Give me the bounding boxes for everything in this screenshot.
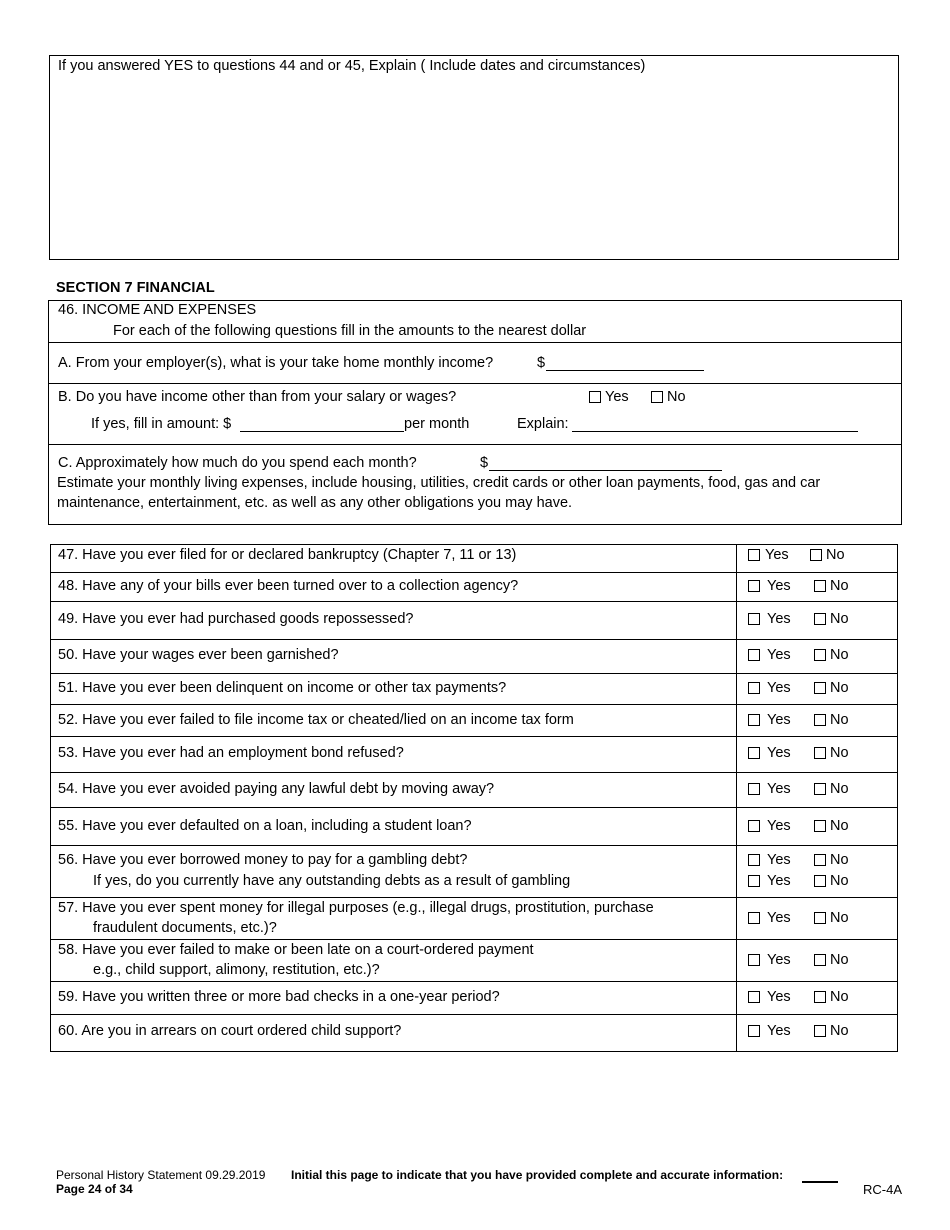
q46a-dollar: $	[537, 355, 546, 371]
q46c-description-line1: Estimate your monthly living expenses, include housing, utilities, credit cards or other loan payments, food, gas and car	[57, 475, 821, 491]
divider	[48, 444, 902, 445]
q57-no-checkbox[interactable]	[814, 912, 826, 924]
q58-no-checkbox[interactable]	[814, 954, 826, 966]
q56-yes-label: Yes	[767, 852, 791, 868]
q56-no-label: No	[830, 852, 849, 868]
q53-yes-checkbox[interactable]	[748, 747, 760, 759]
q57-yes-label: Yes	[767, 910, 791, 926]
q58-yes-checkbox[interactable]	[748, 954, 760, 966]
question-58-line2: e.g., child support, alimony, restitution, etc.)?	[93, 962, 380, 978]
q52-no-checkbox[interactable]	[814, 714, 826, 726]
q60-yes-checkbox[interactable]	[748, 1025, 760, 1037]
q55-yes-checkbox[interactable]	[748, 820, 760, 832]
row-divider	[50, 704, 898, 705]
question-49: 49. Have you ever had purchased goods repossessed?	[58, 611, 414, 627]
q54-yes-label: Yes	[767, 781, 791, 797]
q49-yes-label: Yes	[767, 611, 791, 627]
question-48: 48. Have any of your bills ever been turned over to a collection agency?	[58, 578, 519, 594]
q46b-yes-label: Yes	[605, 389, 629, 405]
q51-yes-checkbox[interactable]	[748, 682, 760, 694]
q60-no-label: No	[830, 1023, 849, 1039]
q50-yes-checkbox[interactable]	[748, 649, 760, 661]
question-54: 54. Have you ever avoided paying any lawful debt by moving away?	[58, 781, 495, 797]
footer-initial-prompt: Initial this page to indicate that you have provided complete and accurate information:	[291, 1168, 784, 1182]
q46b-per-month: per month	[404, 416, 470, 432]
q56-followup-no-label: No	[830, 873, 849, 889]
q46a-amount-field[interactable]	[546, 370, 704, 371]
q46b-yes-checkbox[interactable]	[589, 391, 601, 403]
row-divider	[50, 639, 898, 640]
row-divider	[50, 845, 898, 846]
q53-yes-label: Yes	[767, 745, 791, 761]
q46b-no-checkbox[interactable]	[651, 391, 663, 403]
q60-yes-label: Yes	[767, 1023, 791, 1039]
q46b-question: B. Do you have income other than from your salary or wages?	[58, 389, 457, 405]
column-divider	[736, 544, 737, 1052]
row-divider	[50, 939, 898, 940]
footer-page-number: Page 24 of 34	[56, 1182, 133, 1196]
q46c-dollar: $	[480, 455, 489, 471]
q59-no-checkbox[interactable]	[814, 991, 826, 1003]
section-title: SECTION 7 FINANCIAL	[56, 280, 215, 296]
q59-yes-checkbox[interactable]	[748, 991, 760, 1003]
q56-no-checkbox[interactable]	[814, 854, 826, 866]
q47-no-label: No	[826, 547, 845, 563]
q50-no-checkbox[interactable]	[814, 649, 826, 661]
row-divider	[50, 772, 898, 773]
q60-no-checkbox[interactable]	[814, 1025, 826, 1037]
q49-yes-checkbox[interactable]	[748, 613, 760, 625]
q54-yes-checkbox[interactable]	[748, 783, 760, 795]
q52-no-label: No	[830, 712, 849, 728]
q57-yes-checkbox[interactable]	[748, 912, 760, 924]
q57-no-label: No	[830, 910, 849, 926]
q46b-explain-label: Explain:	[517, 416, 569, 432]
q51-no-label: No	[830, 680, 849, 696]
q48-no-label: No	[830, 578, 849, 594]
q55-no-label: No	[830, 818, 849, 834]
question-56: 56. Have you ever borrowed money to pay for a gambling debt?	[58, 852, 468, 868]
q47-yes-checkbox[interactable]	[748, 549, 760, 561]
q55-yes-label: Yes	[767, 818, 791, 834]
q46-heading: 46. INCOME AND EXPENSES	[58, 302, 257, 318]
q50-no-label: No	[830, 647, 849, 663]
footer-form-name: Personal History Statement 09.29.2019	[56, 1168, 266, 1182]
footer-form-code: RC-4A	[863, 1182, 903, 1197]
q51-yes-label: Yes	[767, 680, 791, 696]
q49-no-label: No	[830, 611, 849, 627]
q48-yes-checkbox[interactable]	[748, 580, 760, 592]
q49-no-checkbox[interactable]	[814, 613, 826, 625]
row-divider	[50, 572, 898, 573]
q53-no-checkbox[interactable]	[814, 747, 826, 759]
q58-no-label: No	[830, 952, 849, 968]
row-divider	[50, 897, 898, 898]
explanation-box[interactable]	[49, 55, 899, 260]
q46c-amount-field[interactable]	[489, 470, 722, 471]
q46b-amount-field[interactable]	[240, 431, 404, 432]
q56-followup-no-checkbox[interactable]	[814, 875, 826, 887]
question-55: 55. Have you ever defaulted on a loan, including a student loan?	[58, 818, 472, 834]
initials-field[interactable]	[802, 1181, 838, 1183]
q51-no-checkbox[interactable]	[814, 682, 826, 694]
q48-no-checkbox[interactable]	[814, 580, 826, 592]
q46c-description-line2: maintenance, entertainment, etc. as well as any other obligations you may have.	[57, 495, 573, 511]
q47-no-checkbox[interactable]	[810, 549, 822, 561]
q46a-question: A. From your employer(s), what is your take home monthly income?	[58, 355, 494, 371]
question-56-followup: If yes, do you currently have any outstanding debts as a result of gambling	[93, 873, 571, 889]
divider	[48, 383, 902, 384]
q56-followup-yes-label: Yes	[767, 873, 791, 889]
q54-no-label: No	[830, 781, 849, 797]
q46b-amount-label: If yes, fill in amount: $	[91, 416, 232, 432]
question-58: 58. Have you ever failed to make or been late on a court-ordered payment	[58, 942, 534, 958]
q53-no-label: No	[830, 745, 849, 761]
question-51: 51. Have you ever been delinquent on income or other tax payments?	[58, 680, 507, 696]
q47-yes-label: Yes	[765, 547, 789, 563]
row-divider	[50, 601, 898, 602]
row-divider	[50, 1014, 898, 1015]
q48-yes-label: Yes	[767, 578, 791, 594]
question-52: 52. Have you ever failed to file income tax or cheated/lied on an income tax form	[58, 712, 574, 728]
row-divider	[50, 673, 898, 674]
q46b-no-label: No	[667, 389, 686, 405]
row-divider	[50, 807, 898, 808]
row-divider	[50, 736, 898, 737]
question-60: 60. Are you in arrears on court ordered child support?	[58, 1023, 402, 1039]
q56-yes-checkbox[interactable]	[748, 854, 760, 866]
q59-yes-label: Yes	[767, 989, 791, 1005]
question-59: 59. Have you written three or more bad checks in a one-year period?	[58, 989, 500, 1005]
question-53: 53. Have you ever had an employment bond refused?	[58, 745, 404, 761]
q55-no-checkbox[interactable]	[814, 820, 826, 832]
q50-yes-label: Yes	[767, 647, 791, 663]
q46b-explain-field[interactable]	[572, 431, 858, 432]
question-47: 47. Have you ever filed for or declared bankruptcy (Chapter 7, 11 or 13)	[58, 547, 517, 563]
question-57: 57. Have you ever spent money for illegal purposes (e.g., illegal drugs, prostitution, purchase	[58, 900, 654, 916]
explanation-prompt: If you answered YES to questions 44 and or 45, Explain ( Include dates and circumstances)	[58, 58, 646, 74]
question-50: 50. Have your wages ever been garnished?	[58, 647, 339, 663]
question-57-line2: fraudulent documents, etc.)?	[93, 920, 277, 936]
q52-yes-checkbox[interactable]	[748, 714, 760, 726]
q56-followup-yes-checkbox[interactable]	[748, 875, 760, 887]
q46-instruction: For each of the following questions fill in the amounts to the nearest dollar	[113, 323, 587, 339]
q46c-question: C. Approximately how much do you spend each month?	[58, 455, 417, 471]
q59-no-label: No	[830, 989, 849, 1005]
q52-yes-label: Yes	[767, 712, 791, 728]
q58-yes-label: Yes	[767, 952, 791, 968]
row-divider	[50, 981, 898, 982]
divider	[48, 342, 902, 343]
q54-no-checkbox[interactable]	[814, 783, 826, 795]
